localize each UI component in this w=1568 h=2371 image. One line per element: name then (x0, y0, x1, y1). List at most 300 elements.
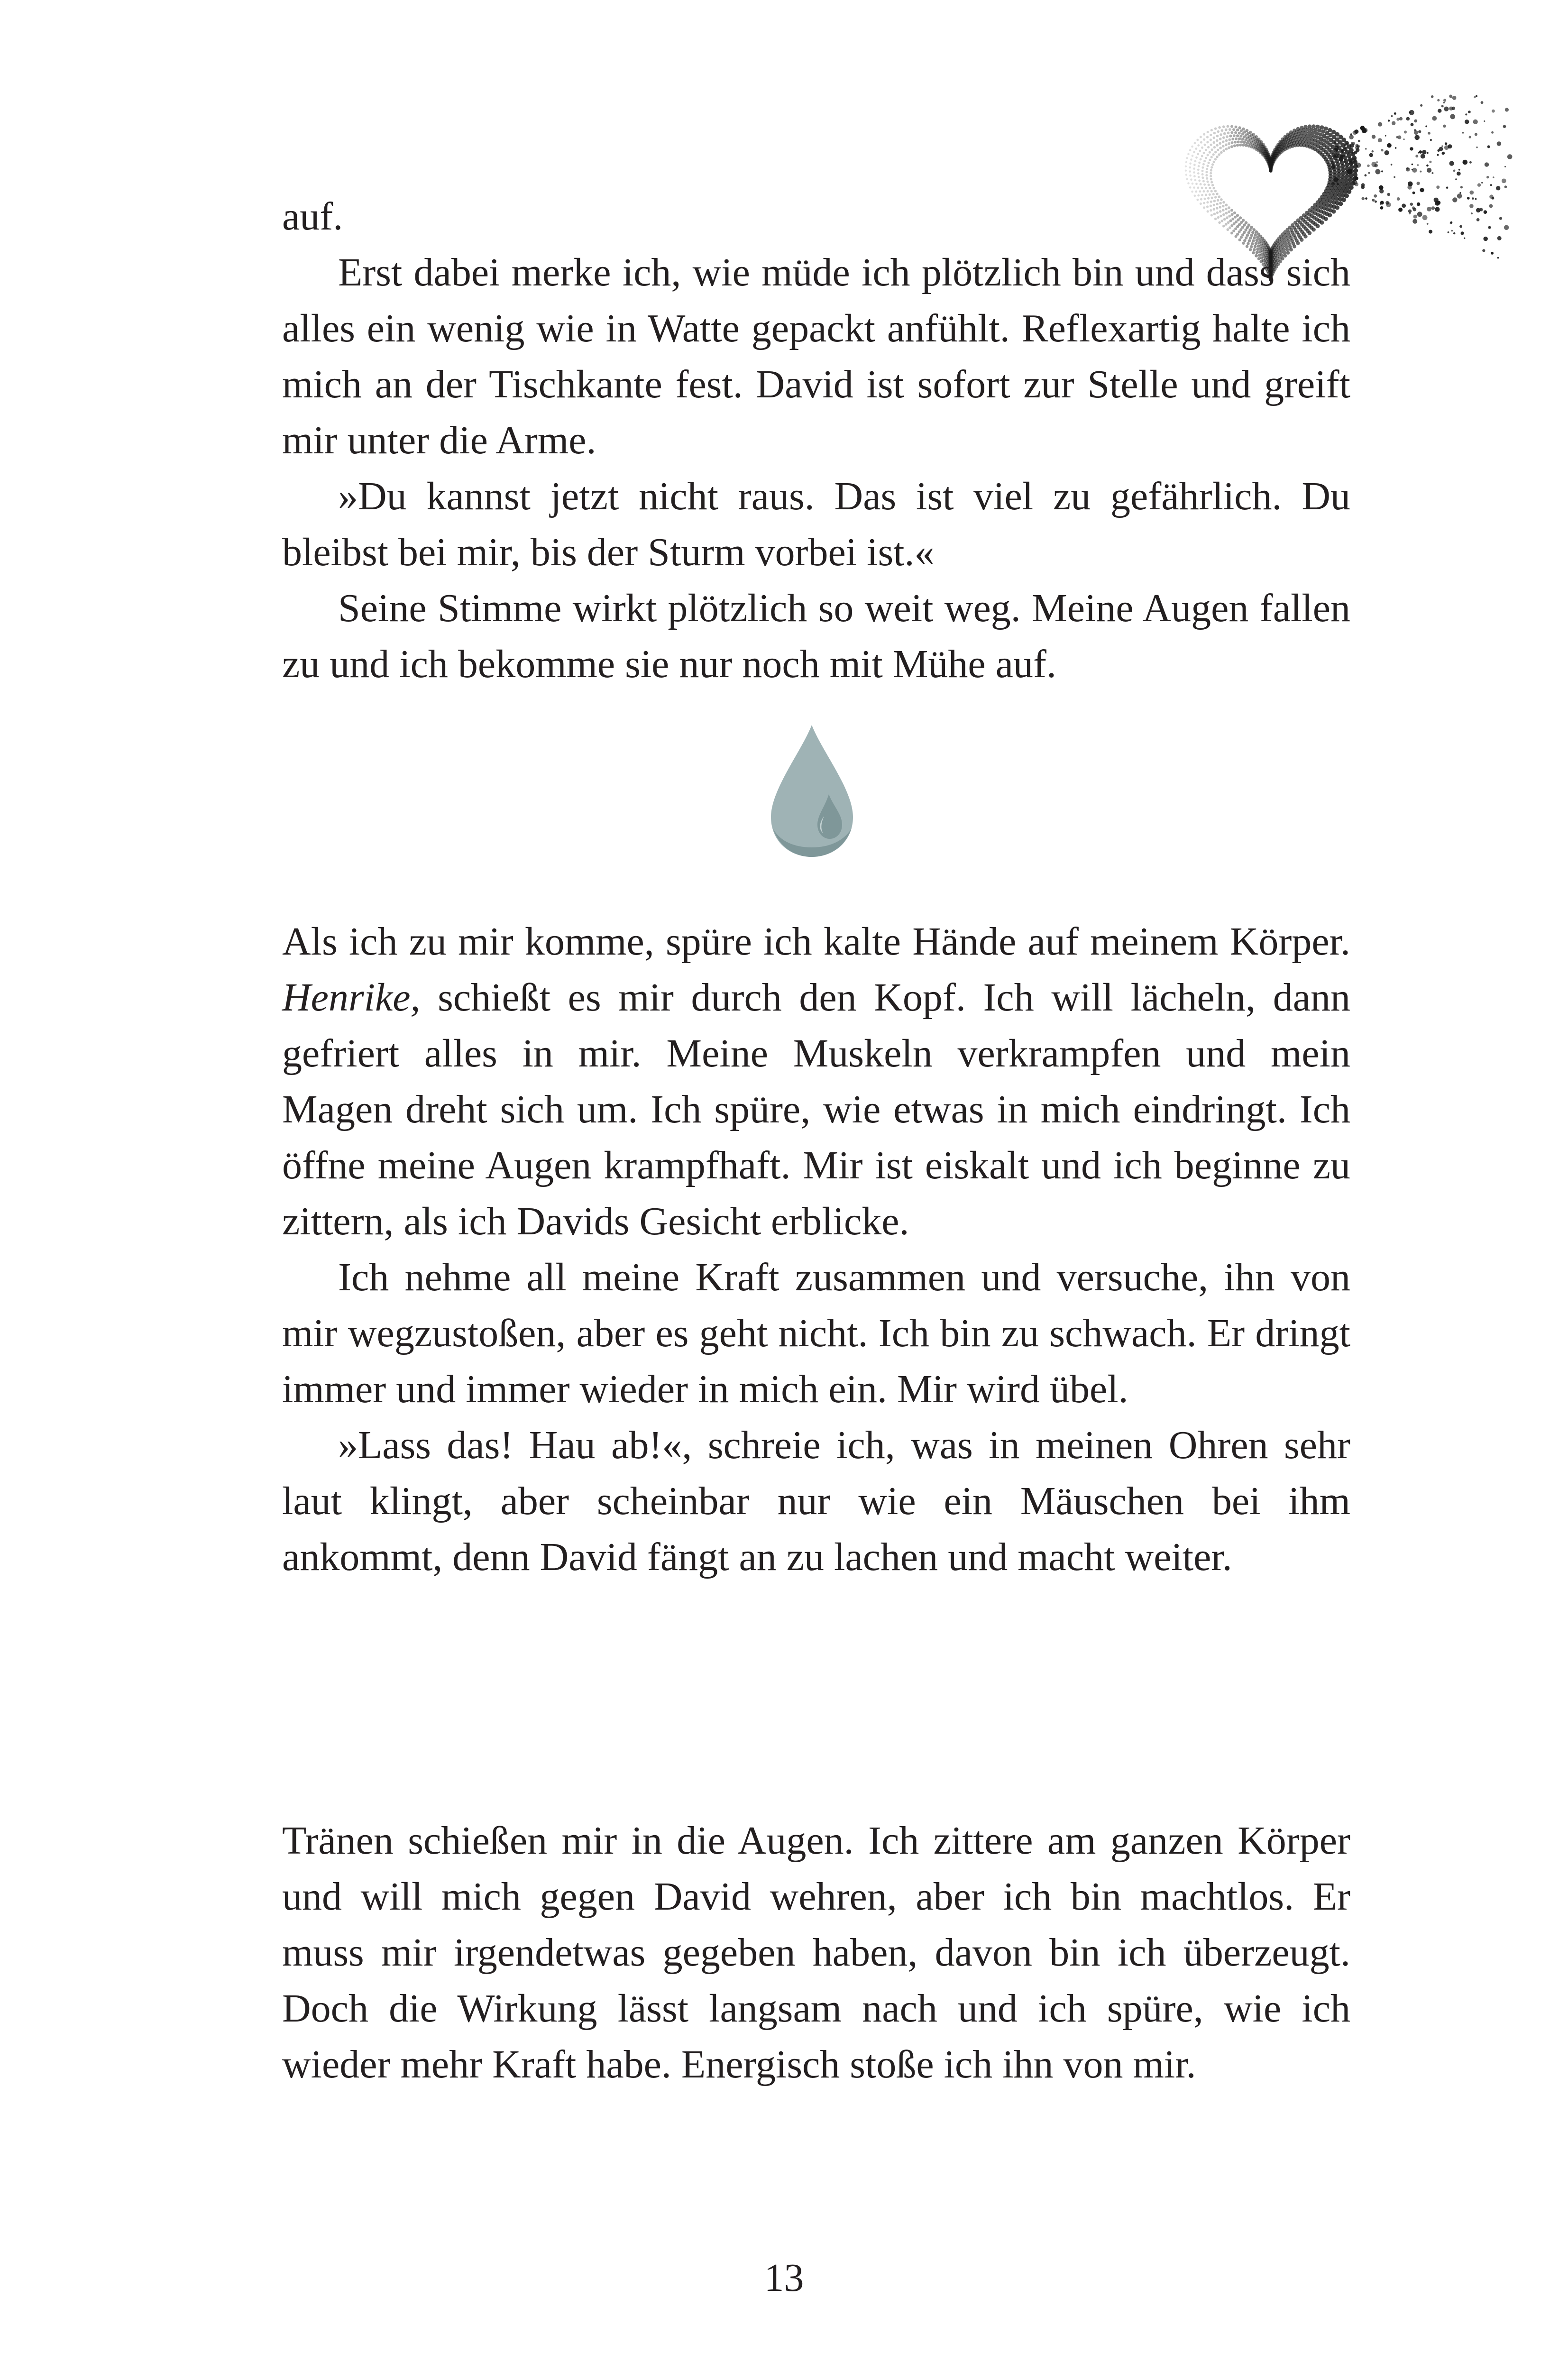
heart-dot (1216, 139, 1218, 142)
heart-scatter-dot (1369, 153, 1373, 157)
heart-scatter-dot (1502, 179, 1506, 184)
heart-scatter-dot (1489, 194, 1494, 199)
heart-scatter-dot (1431, 95, 1434, 98)
heart-dot (1198, 165, 1200, 167)
heart-dot (1213, 161, 1215, 163)
heart-scatter-dot (1497, 257, 1499, 259)
heart-scatter-dot (1381, 149, 1384, 152)
heart-scatter-dot (1437, 99, 1440, 101)
heart-scatter-dot (1449, 95, 1452, 98)
heart-scatter-dot (1505, 108, 1509, 111)
heart-dot (1207, 146, 1210, 148)
heart-dot (1210, 166, 1213, 168)
heart-scatter-dot (1453, 170, 1456, 172)
heart-scatter-dot (1482, 249, 1485, 252)
heart-scatter-dot (1449, 107, 1453, 110)
heart-dot (1190, 178, 1192, 181)
heart-scatter-dot (1463, 160, 1468, 165)
heart-scatter-dot (1415, 155, 1418, 157)
heart-dot (1189, 186, 1192, 189)
heart-scatter-dot (1427, 207, 1431, 211)
heart-dot (1194, 179, 1197, 181)
heart-dot (1201, 173, 1204, 175)
heart-dot (1238, 138, 1241, 140)
heart-dot (1213, 141, 1215, 144)
heart-dot (1195, 147, 1197, 150)
heart-scatter-dot (1475, 198, 1477, 200)
heart-scatter-dot (1388, 119, 1390, 121)
heart-scatter-dot (1475, 133, 1477, 136)
heart-dot (1236, 144, 1239, 147)
heart-dot (1198, 180, 1201, 182)
paragraph-dialogue: »Du kannst jetzt nicht raus. Das ist viel zu gefährlich. Du bleibst bei mir, bis der Sturm vorbei ist.« (282, 474, 1350, 574)
heart-scatter-dot (1436, 185, 1440, 189)
heart-scatter-dot (1488, 226, 1491, 229)
heart-dot (1205, 157, 1207, 159)
heart-scatter-dot (1469, 204, 1474, 208)
heart-dot (1236, 134, 1239, 137)
heart-scatter-dot (1417, 202, 1421, 206)
heart-scatter-dot (1468, 110, 1471, 113)
heart-scatter-dot (1462, 132, 1464, 134)
heart-dot (1238, 132, 1241, 135)
heart-scatter-dot (1420, 171, 1421, 173)
heart-dot (1210, 169, 1212, 172)
heart-scatter-dot (1497, 236, 1502, 240)
heart-dot (1218, 126, 1221, 129)
heart-scatter-dot (1438, 109, 1441, 113)
heart-scatter-dot (1457, 172, 1461, 176)
heart-dot (1240, 140, 1243, 143)
heart-scatter-dot (1349, 159, 1353, 163)
heart-scatter-dot (1484, 120, 1485, 122)
heart-dot (1213, 146, 1216, 148)
heart-dot (1195, 156, 1198, 159)
heart-dot (1210, 138, 1212, 141)
heart-scatter-dot (1361, 197, 1365, 201)
heart-dot (1220, 151, 1223, 154)
heart-dot (1235, 138, 1238, 140)
heart-scatter-dot (1493, 176, 1495, 178)
heart-scatter-dot (1492, 110, 1495, 113)
heart-scatter-dot (1417, 211, 1422, 217)
heart-scatter-dot (1435, 207, 1440, 211)
heart-dot (1230, 125, 1233, 128)
heart-scatter-dot (1467, 197, 1470, 200)
heart-dot (1201, 176, 1204, 179)
heart-scatter-dot (1441, 145, 1443, 147)
heart-scatter-dot (1365, 197, 1367, 200)
heart-dot (1185, 165, 1187, 167)
heart-dot (1207, 154, 1209, 156)
heart-dot (1209, 151, 1211, 154)
heart-dot (1233, 144, 1236, 147)
heart-scatter-dot (1427, 152, 1429, 154)
heart-dot (1205, 174, 1208, 176)
heart-dot (1208, 184, 1210, 186)
heart-dot (1235, 126, 1238, 129)
heart-dot (1217, 130, 1220, 133)
heart-scatter-dot (1472, 197, 1474, 200)
heart-scatter-dot (1457, 193, 1462, 199)
heart-dot (1206, 136, 1209, 138)
heart-dot (1195, 183, 1198, 185)
heart-dot (1229, 128, 1231, 131)
heart-scatter-dot (1476, 95, 1477, 97)
heart-dot (1219, 138, 1222, 140)
heart-dot (1187, 182, 1190, 184)
heart-scatter-dot (1453, 232, 1455, 234)
heart-dot (1202, 163, 1205, 165)
heart-scatter-dot (1412, 169, 1413, 170)
heart-scatter-dot (1484, 210, 1487, 214)
heart-dot (1231, 141, 1234, 144)
heart-dot (1197, 172, 1200, 175)
heart-dot (1192, 183, 1194, 185)
heart-scatter-dot (1452, 197, 1457, 202)
heart-scatter-dot (1412, 192, 1415, 194)
heart-scatter-dot (1349, 135, 1354, 139)
heart-scatter-dot (1331, 165, 1335, 169)
heart-dot (1210, 134, 1212, 136)
heart-scatter-dot (1430, 139, 1432, 141)
heart-dot (1192, 155, 1194, 157)
heart-scatter-dot (1365, 148, 1366, 149)
heart-scatter-dot (1379, 189, 1384, 193)
heart-dot (1197, 153, 1199, 156)
heart-dot (1189, 166, 1191, 169)
heart-dot (1196, 139, 1199, 141)
heart-dot (1228, 138, 1231, 141)
heart-scatter-dot (1427, 168, 1431, 173)
heart-scatter-dot (1331, 162, 1334, 165)
heart-scatter-dot (1459, 225, 1462, 228)
heart-scatter-dot (1397, 197, 1400, 201)
heart-scatter-dot (1409, 111, 1411, 113)
heart-scatter-dot (1411, 123, 1414, 126)
heart-dot (1210, 181, 1213, 184)
heart-scatter-dot (1380, 201, 1384, 205)
heart-scatter-dot (1367, 165, 1370, 167)
heart-dot (1185, 174, 1187, 175)
heart-dot (1189, 175, 1192, 177)
heart-dot (1218, 153, 1221, 156)
heart-scatter-dot (1398, 208, 1403, 212)
paragraph-dialogue: »Lass das! Hau ab!«, schreie ich, was in meinen Ohren sehr laut klingt, aber scheinbar nur wie ein Mäuschen bei ihm ankommt, denn David fängt an zu lachen und macht weiter. (282, 1423, 1350, 1579)
heart-dot (1233, 134, 1236, 137)
page-number: 13 (764, 2256, 804, 2300)
paragraph: Ich nehme all meine Kraft zusammen und versuche, ihn von mir wegzustoßen, aber es geht nicht. Ich bin zu schwach. Er dringt immer und immer wieder in mich ein. Mir wird übel. (282, 1255, 1350, 1411)
heart-dot (1193, 164, 1196, 166)
heart-scatter-dot (1504, 225, 1509, 230)
heart-dot (1212, 153, 1215, 156)
heart-scatter-dot (1410, 202, 1413, 206)
heart-scatter-dot (1432, 116, 1437, 121)
heart-dot (1206, 165, 1209, 167)
paragraph: Tränen schießen mir in die Augen. Ich zittere am ganzen Körper und will mich gegen David wehren, aber ich bin machtlos. Er muss mir irgendetwas gegeben haben, davon bin ich überzeugt. Doch die Wirkung lässt langsam nach und ich spüre, wie ich wieder mehr Kraft habe. Energisch stoße ich ihn von mir. (282, 1819, 1350, 2086)
heart-scatter-dot (1484, 237, 1488, 241)
heart-scatter-dot (1412, 206, 1415, 210)
heart-dot (1211, 148, 1213, 151)
paragraph-text: schießt es mir durch den Kopf. Ich will lächeln, dann gefriert alles in mir. Meine Muskeln verkrampfen und mein Magen dreht sich um. Ich spüre, wie etwas in mich eindringt. Ich öffne meine Augen krampfhaft. Mir ist eiskalt und ich beginne zu zittern, als ich Davids Gesicht erblicke. (282, 975, 1350, 1243)
heart-dot (1201, 170, 1204, 172)
heart-dot (1216, 156, 1218, 158)
heart-scatter-dot (1429, 161, 1431, 163)
heart-dot (1226, 135, 1229, 138)
heart-dot (1210, 129, 1213, 131)
heart-scatter-dot (1350, 143, 1354, 147)
heart-scatter-dot (1414, 129, 1416, 131)
heart-scatter-dot (1386, 202, 1391, 207)
heart-dot (1222, 149, 1225, 152)
italic-name: Henrike, (282, 975, 421, 1020)
heart-scatter-dot (1446, 186, 1449, 189)
heart-scatter-dot (1425, 126, 1427, 128)
heart-dot (1239, 144, 1242, 147)
heart-dot (1190, 158, 1192, 161)
heart-dot (1214, 158, 1217, 160)
heart-dot (1203, 184, 1206, 186)
heart-scatter-dot (1399, 117, 1403, 120)
heart-dot (1219, 142, 1222, 145)
heart-scatter-dot (1381, 170, 1383, 172)
heart-dot (1193, 167, 1195, 170)
heart-scatter-dot (1355, 176, 1358, 180)
heart-dot (1230, 131, 1233, 134)
heart-scatter-dot (1396, 118, 1399, 120)
heart-dot (1225, 129, 1228, 131)
heart-scatter-dot (1365, 174, 1367, 176)
heart-dot (1269, 169, 1272, 173)
heart-scatter-dot (1481, 101, 1484, 104)
heart-scatter-dot (1412, 219, 1417, 224)
heart-scatter-dot (1461, 231, 1464, 235)
heart-scatter-dot (1490, 184, 1492, 186)
heart-scatter-dot (1444, 107, 1449, 111)
heart-scatter-dot (1332, 155, 1337, 159)
heart-dot (1247, 145, 1251, 148)
heart-scatter-dot (1427, 223, 1429, 225)
heart-dot (1205, 171, 1208, 173)
heart-scatter-dot (1469, 161, 1472, 164)
heart-dot (1198, 162, 1201, 164)
heart-scatter-dot (1414, 119, 1417, 123)
heart-dot (1216, 135, 1219, 137)
heart-dot (1245, 144, 1247, 147)
water-drop-icon (768, 723, 856, 858)
heart-scatter-dot (1486, 176, 1489, 178)
heart-scatter-dot (1452, 96, 1457, 100)
heart-scatter-dot (1371, 162, 1376, 167)
paragraph-continuation: auf. (282, 194, 343, 239)
heart-dot (1240, 129, 1243, 132)
heart-scatter-dot (1372, 135, 1375, 138)
heart-scatter-dot (1419, 150, 1422, 154)
heart-scatter-dot (1414, 135, 1420, 140)
heart-dot (1234, 141, 1237, 144)
heart-scatter-dot (1361, 185, 1365, 189)
heart-scatter-dot (1474, 96, 1476, 98)
heart-scatter-dot (1356, 163, 1361, 168)
heart-dot (1201, 147, 1203, 149)
heart-scatter-dot (1372, 150, 1374, 153)
heart-scatter-dot (1374, 194, 1377, 198)
heart-scatter-dot (1409, 212, 1411, 214)
heart-dot (1227, 131, 1230, 134)
heart-scatter-dot (1465, 119, 1469, 124)
heart-dot (1198, 176, 1200, 178)
heart-scatter-dot (1403, 138, 1405, 140)
heart-dot (1185, 161, 1187, 163)
heart-dot (1217, 149, 1219, 151)
heart-dot (1206, 168, 1208, 170)
heart-scatter-dot (1417, 164, 1419, 166)
heart-dot (1193, 171, 1195, 174)
heart-scatter-dot (1344, 144, 1346, 146)
heart-scatter-dot (1375, 169, 1380, 175)
heart-dot (1230, 145, 1233, 148)
heart-dot (1345, 174, 1349, 179)
heart-dot (1193, 175, 1196, 177)
heart-scatter-dot (1449, 161, 1454, 166)
heart-scatter-dot (1348, 163, 1350, 164)
heart-scatter-dot (1355, 183, 1358, 186)
heart-dot (1210, 178, 1212, 180)
heart-scatter-dot (1417, 182, 1420, 185)
paragraph: Seine Stimme wirkt plötzlich so weit weg. Meine Augen fallen zu und ich bekomme sie nur noch mit Mühe auf. (282, 586, 1350, 686)
heart-scatter-dot (1426, 165, 1429, 167)
heart-dot (1228, 147, 1230, 149)
heart-dot (1213, 132, 1216, 134)
text-section-1 (282, 189, 1350, 692)
heart-scatter-dot (1504, 185, 1507, 188)
heart-dot (1211, 163, 1214, 165)
heart-scatter-dot (1341, 149, 1344, 153)
text-section-3 (282, 1813, 1350, 2093)
heart-scatter-dot (1394, 176, 1395, 178)
heart-scatter-dot (1333, 177, 1338, 182)
heart-dot (1353, 168, 1358, 173)
heart-scatter-dot (1380, 206, 1384, 210)
heart-scatter-dot (1460, 186, 1463, 188)
heart-scatter-dot (1421, 154, 1425, 159)
heart-scatter-dot (1491, 131, 1494, 134)
heart-scatter-dot (1418, 130, 1421, 133)
heart-dot (1214, 128, 1217, 130)
heart-dot (1225, 143, 1228, 146)
text-section-2 (282, 914, 1350, 1585)
heart-scatter-dot (1469, 191, 1474, 195)
heart-dot (1189, 163, 1192, 165)
heart-dot (1200, 141, 1202, 144)
heart-dot (1210, 144, 1212, 146)
heart-dot (1194, 142, 1196, 144)
heart-dot (1209, 159, 1211, 161)
heart-scatter-dot (1444, 145, 1449, 150)
heart-scatter-dot (1385, 135, 1386, 137)
heart-dot (1189, 149, 1192, 152)
heart-scatter-dot (1489, 204, 1493, 208)
heart-dot (1214, 151, 1217, 153)
heart-dot (1191, 146, 1193, 148)
heart-dot (1186, 157, 1188, 159)
heart-dot (1206, 177, 1208, 180)
heart-dot (1229, 135, 1232, 138)
heart-scatter-dot (1404, 130, 1407, 133)
heart-dot (1187, 153, 1190, 156)
heart-scatter-dot (1394, 112, 1396, 115)
heart-dot (1232, 128, 1235, 131)
heart-scatter-dot (1477, 183, 1481, 186)
heart-scatter-dot (1431, 172, 1433, 174)
heart-scatter-dot (1431, 206, 1435, 210)
heart-scatter-dot (1391, 115, 1393, 117)
heart-scatter-dot (1340, 155, 1343, 157)
heart-scatter-dot (1334, 141, 1336, 144)
heart-dot (1197, 144, 1200, 147)
heart-dot (1210, 172, 1212, 175)
paragraph (282, 914, 1350, 1250)
paragraph: Erst dabei merke ich, wie müde ich plötzlich bin und dass sich alles ein wenig wie in Watte gepackt anfühlt. Reflexartig halte ich mich an der Tischkante fest. David ist sofort zur Stelle und greift mir unter die Arme. (282, 250, 1350, 462)
heart-scatter-dot (1385, 150, 1389, 155)
heart-dot (1222, 136, 1225, 139)
heart-scatter-dot (1331, 182, 1335, 186)
heart-scatter-dot (1503, 125, 1506, 128)
heart-scatter-dot (1392, 121, 1395, 125)
heart-dot (1210, 156, 1213, 158)
heart-scatter-dot (1499, 217, 1502, 220)
heart-dot (1206, 141, 1209, 143)
heart-scatter-dot (1353, 130, 1357, 135)
heart-scatter-dot (1406, 117, 1410, 121)
heart-scatter-dot (1337, 183, 1339, 185)
heart-scatter-dot (1428, 132, 1430, 135)
heart-scatter-dot (1443, 125, 1446, 128)
heart-scatter-dot (1443, 102, 1445, 104)
heart-scatter-dot (1408, 210, 1412, 213)
heart-scatter-dot (1334, 151, 1336, 153)
heart-scatter-dot (1496, 186, 1500, 190)
heart-scatter-dot (1507, 154, 1513, 159)
heart-dot (1239, 135, 1242, 138)
heart-scatter-dot (1476, 218, 1480, 221)
heart-dot (1238, 126, 1241, 129)
heart-dot (1222, 140, 1225, 143)
heart-dot (1200, 183, 1202, 185)
heart-dot (1197, 169, 1200, 171)
heart-dot (1189, 170, 1191, 173)
heart-scatter-dot (1336, 149, 1339, 151)
heart-dot (1200, 158, 1202, 161)
heart-scatter-dot (1481, 182, 1483, 184)
heart-scatter-dot (1372, 199, 1375, 202)
heart-scatter-dot (1473, 119, 1478, 124)
heart-scatter-dot (1443, 99, 1446, 101)
heart-scatter-dot (1412, 168, 1417, 173)
heart-dot (1223, 132, 1226, 135)
heart-scatter-dot (1476, 208, 1481, 213)
heart-dot (1210, 175, 1212, 177)
heart-dot (1201, 166, 1204, 169)
heart-dot (1227, 125, 1229, 128)
heart-scatter-dot (1387, 143, 1392, 148)
heart-scatter-dot (1375, 201, 1377, 203)
heart-scatter-dot (1420, 104, 1422, 107)
heart-dot (1225, 139, 1228, 142)
heart-dot (1202, 180, 1205, 183)
heart-scatter-dot (1363, 128, 1367, 133)
heart-scatter-dot (1387, 193, 1390, 196)
